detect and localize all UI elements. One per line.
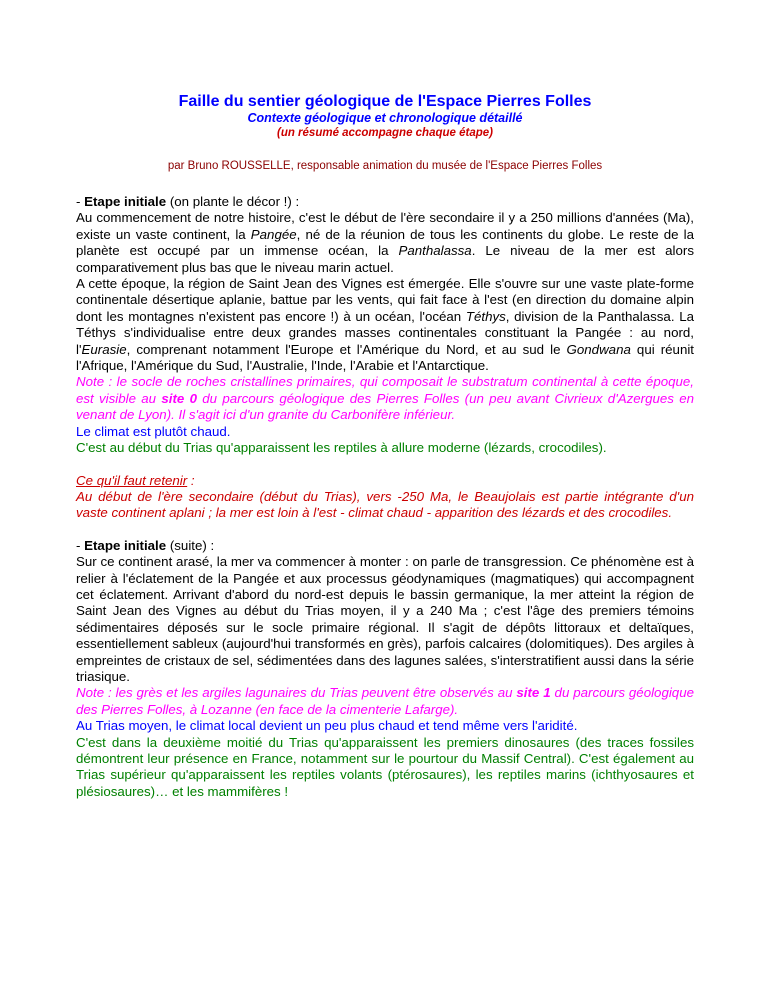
dinosaurs-note: C'est dans la deuxième moitié du Trias qu'apparaissent les premiers dinosaures (des traces fossiles démontrent leur présence en France, notamment sur le pourtour du Massif Central). C'est également au Trias supérieur qu'apparaissent les reptiles volants (ptérosaures), les reptiles marins (ichthyosaures et plésiosaures)… et les mammifères ! xyxy=(76,734,694,799)
climate-note: Le climat est plutôt chaud. xyxy=(76,423,231,439)
retenir-heading: Ce qu'il faut retenir : xyxy=(76,472,195,488)
step-heading-label: Etape initiale xyxy=(84,194,167,209)
section-step-initial xyxy=(76,194,694,457)
paragraph-transgression: Sur ce continent arasé, la mer va commencer à monter : on parle de transgression. Ce phénomène est à relier à l'éclatement de la Pangée et aux processus géodynamiques (magmatiques) qui accompagnent cet éclatement. Arrivant d'abord du nord-est depuis le bassin germanique, la mer atteint la région de Saint Jean des Vignes au début du Trias moyen, il y a 240 Ma ; c'est l'âge des premiers témoins sédimentaires déposés sur le socle primaire régional. Il s'agit de dépôts littoraux et deltaïques, essentiellement sableux (aujourd'hui transformés en grès), parfois calcaires (dolomitiques). Des argiles à empreintes de cristaux de sel, sédimentées dans des lagunes salées, s'interstratifient aussi dans la série triasique. xyxy=(76,554,694,684)
climate-note-trias: Au Trias moyen, le climat local devient un peu plus chaud et tend même vers l'aridité. xyxy=(76,718,578,734)
note-site-0: Note : le socle de roches cristallines primaires, qui composait le substratum continental à cette époque, est visible au site 0 du parcours géologique des Pierres Folles (un peu avant Civrieux d'Azergues en venant de Lyon). Il s'agit ici d'un granite du Carbonifère inférieur. xyxy=(76,374,694,423)
author-line: par Bruno ROUSSELLE, responsable animation du musée de l'Espace Pierres Folles xyxy=(167,160,603,172)
section-retenir xyxy=(76,473,694,522)
document-page xyxy=(76,0,694,800)
retenir-text: Au début de l'ère secondaire (début du Trias), vers -250 Ma, le Beaujolais est partie intégrante d'un vaste continent aplani ; la mer est loin à l'est - climat chaud - apparition des lézards et des crocodiles. xyxy=(76,488,694,521)
note-site-1: Note : les grès et les argiles lagunaires du Trias peuvent être observés au site 1 du parcours géologique des Pierres Folles, à Lozanne (en face de la cimenterie Lafarge). xyxy=(76,685,694,717)
step-heading: - Etape initiale (on plante le décor !) : xyxy=(76,194,300,209)
step-heading-label: Etape initiale xyxy=(84,537,167,553)
page-subtitle: Contexte géologique et chronologique détaillé xyxy=(247,111,523,125)
section-step-initial-suite xyxy=(76,538,694,801)
paragraph-tethys: A cette époque, la région de Saint Jean des Vignes est émergée. Elle s'ouvre sur une vaste plate-forme continentale désertique aplanie, battue par les vents, qui fait face à l'est (en direction du domaine alpin dont les montagnes n'existent pas encore !) à un océan, l'océan Téthys, division de la Panthalassa. La Téthys s'individualise entre deux grandes masses continentales constituant la Pangée : au nord, l'Eurasie, comprenant notamment l'Europe et l'Amérique du Nord, et au sud le Gondwana qui réunit l'Afrique, l'Amérique du Sud, l'Australie, l'Inde, l'Arabie et l'Antarctique. xyxy=(76,276,694,374)
reptiles-note: C'est au début du Trias qu'apparaissent les reptiles à allure moderne (lézards, crocodiles). xyxy=(76,440,607,456)
page-title: Faille du sentier géologique de l'Espace Pierres Folles xyxy=(178,93,592,110)
paragraph-pangee: Au commencement de notre histoire, c'est le début de l'ère secondaire il y a 250 millions d'années (Ma), existe un vaste continent, la Pangée, né de la réunion de tous les continents du globe. Le reste de la planète est occupé par un immense océan, la Panthalassa. Le niveau de la mer est alors comparativement plus bas que le niveau marin actuel. xyxy=(76,210,694,275)
step-heading-suite: - Etape initiale (suite) : xyxy=(76,537,215,553)
page-subtitle-note: (un résumé accompagne chaque étape) xyxy=(276,127,493,139)
